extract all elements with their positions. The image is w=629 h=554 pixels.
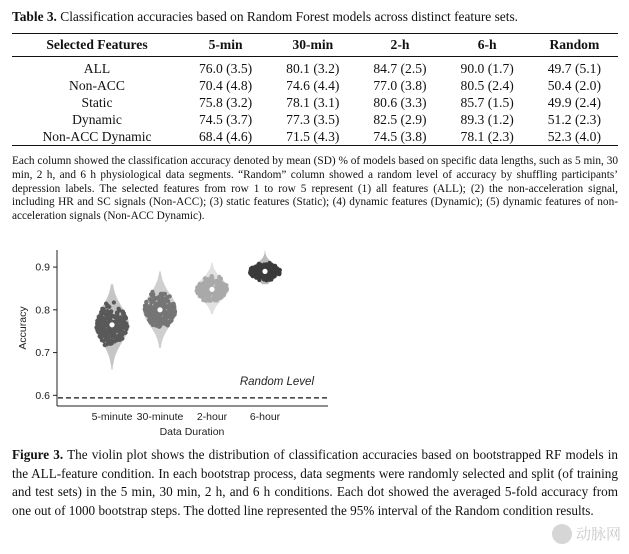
figure-caption-label: Figure 3.: [12, 447, 64, 462]
table-note: Each column showed the classification accuracy denoted by mean (SD) % of models based on specific data lengths, such as 5 min, 30 min, 2 h, and 6 h physiological data segments. “Random” column showed a random level of accuracy by shuffling participants’ depression labels. The selected features from row 1 to row 5 represent (1) all features (ALL); (2) the non-acceleration signal, including HR and SC signals (Non-ACC); (3) static features (Static); (4) dynamic features (Dynamic); (5) dynamic features of non-acceleration signals (Non-ACC Dynamic).: [12, 155, 618, 223]
data-dot: [202, 283, 206, 287]
random-level-label: Random Level: [239, 376, 314, 388]
data-dot: [172, 305, 176, 309]
data-dot: [105, 342, 109, 346]
x-tick-label: 5-minute: [91, 411, 133, 423]
data-dot: [145, 303, 149, 307]
data-dot: [218, 287, 222, 291]
data-dot: [106, 314, 110, 318]
data-dot: [166, 323, 170, 327]
x-tick-label: 30-minute: [136, 411, 184, 423]
data-dot: [213, 298, 217, 302]
watermark-logo-icon: [552, 524, 572, 544]
data-dot: [157, 299, 161, 303]
data-dot: [223, 289, 227, 293]
data-dot: [168, 320, 172, 324]
data-dot: [201, 298, 205, 302]
x-axis-label: Data Duration: [159, 426, 225, 438]
cell-random: 52.3 (4.0): [547, 129, 601, 144]
table-caption-text: Classification accuracies based on Random Forest models across distinct feature sets.: [60, 9, 519, 24]
cell-random: 50.4 (2.0): [547, 78, 601, 93]
y-tick-label: 0.6: [35, 389, 50, 402]
data-dot: [262, 277, 266, 281]
data-dot: [122, 331, 126, 335]
cell-2h: 74.5 (3.8): [373, 129, 427, 144]
data-dot: [98, 325, 102, 329]
data-dot: [252, 271, 256, 275]
header-6h: 6-h: [477, 37, 497, 52]
data-dot: [217, 276, 221, 280]
median-marker: [262, 268, 268, 274]
data-dot: [212, 294, 216, 298]
x-tick-label: 2-hour: [196, 411, 228, 423]
table-row: [12, 128, 618, 146]
data-dot: [108, 334, 112, 338]
table-row: [12, 111, 618, 128]
data-dot: [198, 284, 202, 288]
cell-2h: 84.7 (2.5): [373, 61, 427, 76]
data-dot: [112, 314, 116, 318]
data-dot: [201, 292, 205, 296]
data-dot: [276, 269, 280, 273]
data-dot: [104, 320, 108, 324]
data-dot: [109, 338, 113, 342]
data-dot: [147, 314, 151, 318]
cell-2h: 80.6 (3.3): [373, 95, 427, 110]
data-dot: [219, 292, 223, 296]
figure-caption-text: The violin plot shows the distribution of classification accuracies based on bootstrapped RF models in the ALL-feature condition. In each bootstrap process, data segments were randomly selected and split (of training and test sets) in the 5 min, 30 min, 2 h, and 6 h conditions. Each dot showed the averaged 5-fold accuracy from one out of 1000 bootstrap steps. The dotted line represented the 95% interval of the Random condition results.: [12, 447, 618, 518]
data-dot: [151, 307, 155, 311]
y-tick-label: 0.7: [35, 347, 50, 360]
data-dot: [268, 277, 272, 281]
header-30min: 30-min: [292, 37, 334, 52]
cell-6h: 78.1 (2.3): [460, 129, 514, 144]
cell-2h: 77.0 (3.8): [373, 78, 427, 93]
data-dot: [101, 331, 105, 335]
data-dot: [195, 289, 199, 293]
cell-30min: 80.1 (3.2): [286, 61, 340, 76]
table-caption-label: Table 3.: [12, 9, 57, 24]
watermark-text: 动脉网: [575, 525, 621, 543]
data-dot: [116, 315, 120, 319]
data-dot: [215, 284, 219, 288]
data-dot: [168, 303, 172, 307]
data-dot: [113, 333, 117, 337]
table-header-row: [12, 34, 618, 57]
data-dot: [115, 310, 119, 314]
cell-6h: 85.7 (1.5): [460, 95, 514, 110]
data-dot: [167, 314, 171, 318]
results-table: [12, 33, 618, 146]
table-row: [12, 94, 618, 111]
cell-2h: 82.5 (2.9): [373, 112, 427, 127]
cell-feature: Static: [81, 95, 113, 110]
data-dot: [119, 323, 123, 327]
data-dot: [258, 267, 262, 271]
y-tick-label: 0.8: [35, 304, 50, 317]
data-dot: [255, 276, 259, 280]
header-5min: 5-min: [208, 37, 243, 52]
cell-5min: 76.0 (3.5): [198, 61, 253, 76]
cell-feature: Non-ACC Dynamic: [42, 129, 152, 144]
data-dot: [210, 274, 214, 278]
cell-30min: 78.1 (3.1): [286, 95, 340, 110]
cell-5min: 70.4 (4.8): [198, 78, 253, 93]
cell-5min: 74.5 (3.7): [198, 112, 253, 127]
cell-5min: 68.4 (4.6): [198, 129, 253, 144]
figure-caption: [12, 446, 618, 520]
cell-6h: 89.3 (1.2): [460, 112, 514, 127]
cell-random: 49.7 (5.1): [547, 61, 601, 76]
data-dot: [148, 320, 152, 324]
cell-random: 49.9 (2.4): [547, 95, 601, 110]
data-dot: [124, 321, 128, 325]
cell-random: 51.2 (2.3): [547, 112, 601, 127]
header-selected-features: Selected Features: [46, 37, 148, 52]
data-dot: [159, 292, 163, 296]
data-dot: [152, 314, 156, 318]
header-random: Random: [549, 37, 600, 52]
data-dot: [112, 300, 116, 304]
header-2h: 2-h: [390, 37, 410, 52]
data-dot: [172, 311, 176, 315]
data-dot: [210, 279, 214, 283]
table-row: [12, 77, 618, 94]
cell-30min: 71.5 (4.3): [286, 129, 340, 144]
cell-feature: ALL: [83, 61, 111, 76]
data-dot: [98, 320, 102, 324]
data-dot: [104, 302, 108, 306]
table-caption: [12, 8, 618, 25]
y-axis-label: Accuracy: [17, 306, 29, 350]
cell-5min: 75.8 (3.2): [198, 95, 253, 110]
data-dot: [119, 335, 123, 339]
median-marker: [109, 322, 115, 328]
violin-plot: [12, 238, 342, 443]
data-dot: [109, 310, 113, 314]
cell-6h: 80.5 (2.4): [460, 78, 514, 93]
median-marker: [209, 286, 215, 292]
cell-30min: 77.3 (3.5): [286, 112, 340, 127]
watermark: [552, 523, 621, 544]
data-dot: [100, 338, 104, 342]
data-dot: [147, 310, 151, 314]
data-dot: [124, 327, 128, 331]
data-dot: [273, 266, 277, 270]
y-tick-label: 0.9: [35, 261, 50, 274]
table-row: [12, 57, 618, 78]
cell-feature: Dynamic: [72, 112, 122, 127]
data-dot: [168, 294, 172, 298]
data-dot: [148, 304, 152, 308]
data-dot: [160, 316, 164, 320]
data-dot: [163, 309, 167, 313]
x-tick-label: 6-hour: [249, 411, 281, 423]
cell-feature: Non-ACC: [69, 78, 125, 93]
cell-6h: 90.0 (1.7): [460, 61, 514, 76]
data-dot: [95, 329, 99, 333]
data-dot: [152, 296, 156, 300]
cell-30min: 74.6 (4.4): [286, 78, 340, 93]
data-dot: [220, 282, 224, 286]
median-marker: [157, 307, 163, 313]
data-dot: [122, 311, 126, 315]
